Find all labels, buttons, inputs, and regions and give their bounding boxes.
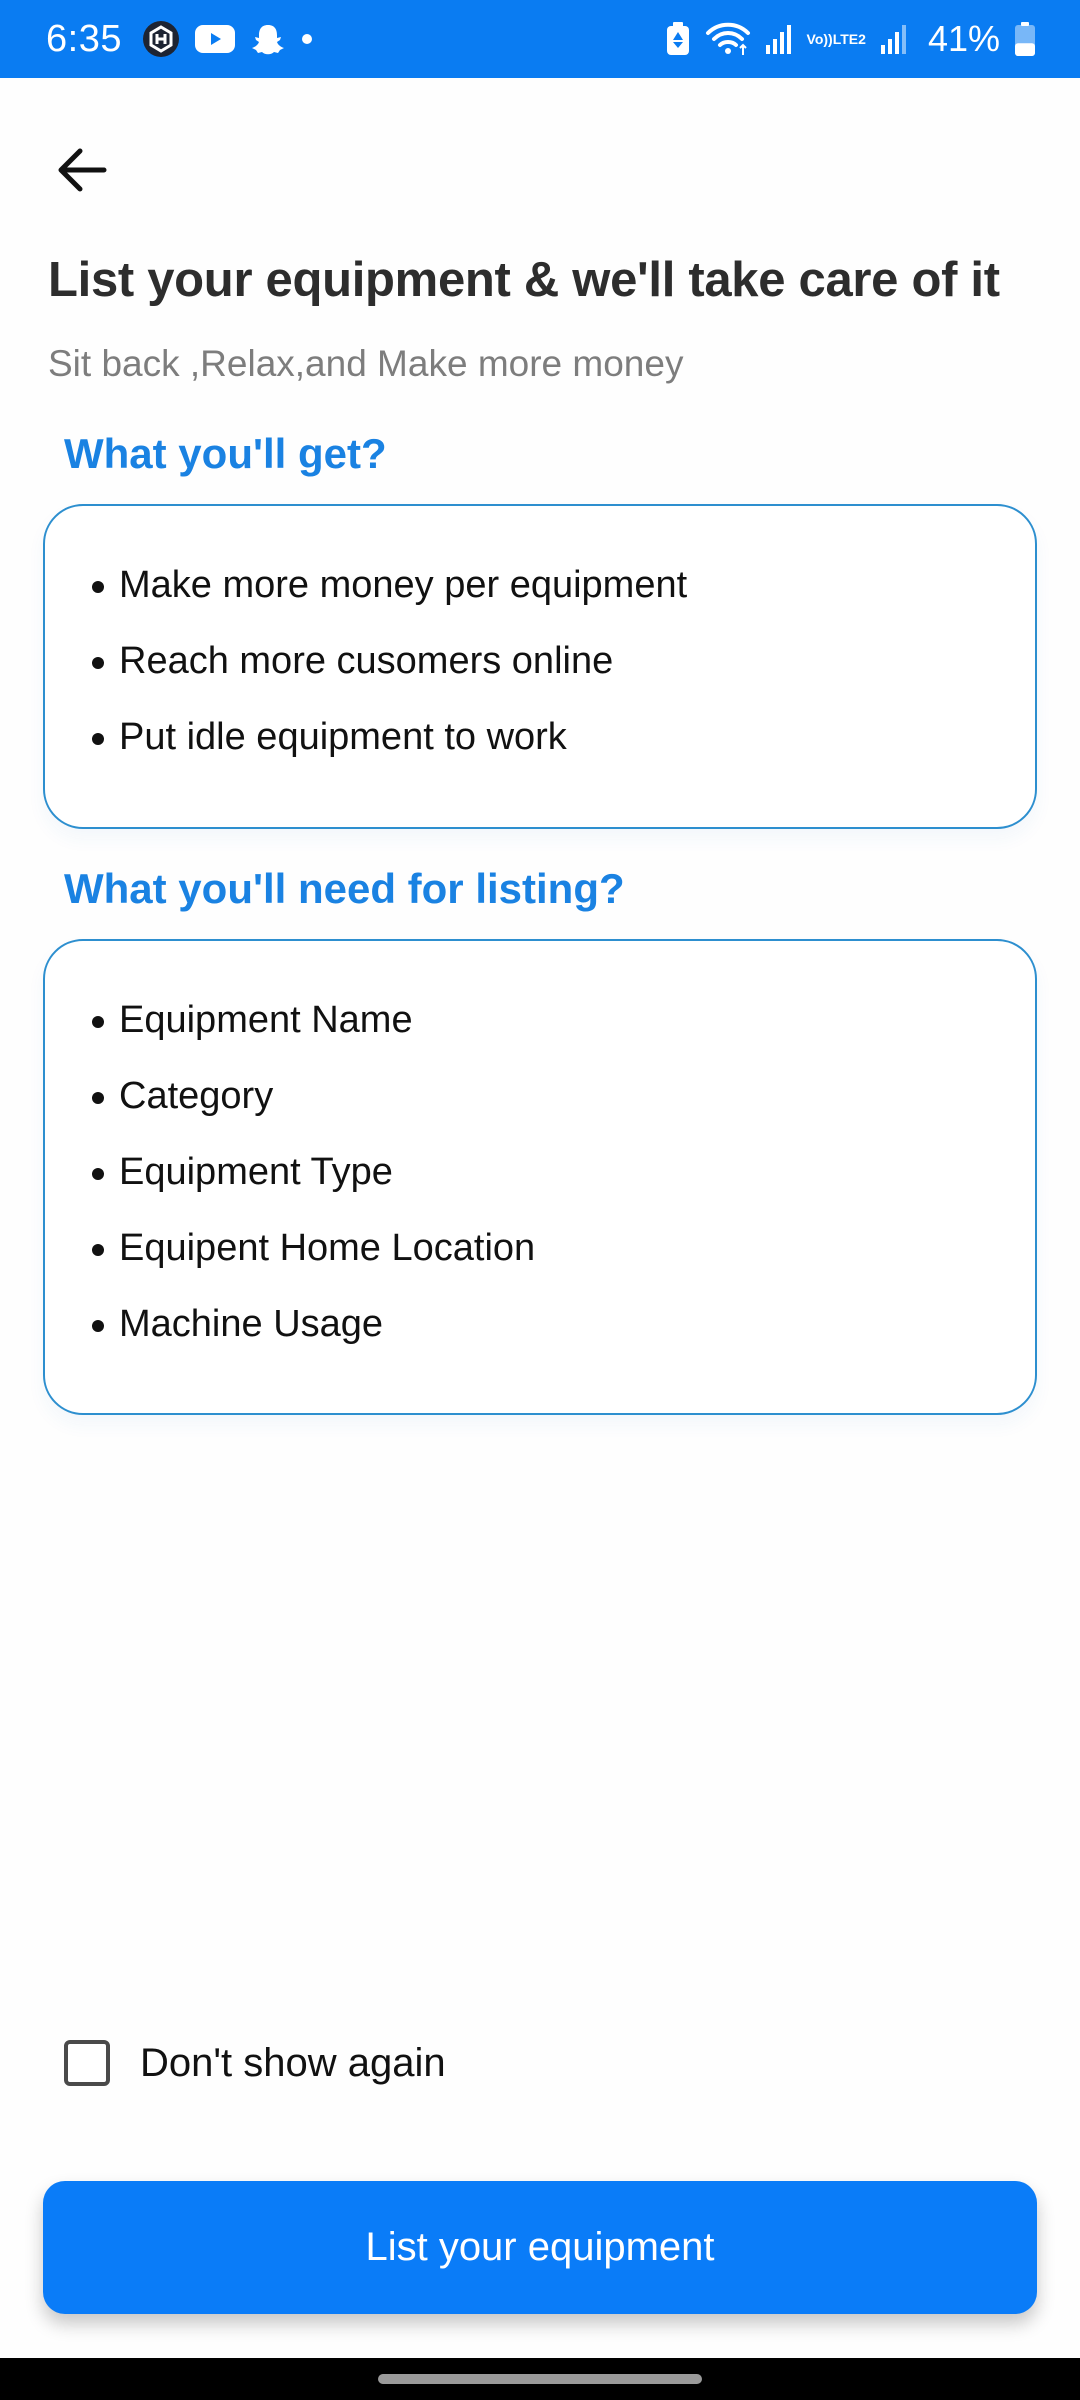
status-time: 6:35 (46, 17, 122, 60)
battery-icon (1014, 21, 1036, 57)
youtube-icon (194, 23, 236, 55)
dont-show-again-label[interactable]: Don't show again (140, 2040, 446, 2085)
signal-icon (765, 23, 793, 55)
benefits-heading: What you'll get? (64, 430, 387, 477)
signal-icon-secondary (880, 23, 908, 55)
requirement-item: Equipent Home Location (119, 1210, 1035, 1286)
volte-label-bottom: LTE2 (832, 31, 866, 47)
benefit-item: Put idle equipment to work (119, 699, 1035, 775)
requirement-item: Machine Usage (119, 1286, 1035, 1362)
requirements-heading: What you'll need for listing? (64, 865, 625, 912)
battery-percent: 41% (927, 18, 1000, 59)
requirements-card (43, 939, 1037, 1415)
arrow-left-icon (52, 140, 112, 200)
status-bar-left (46, 18, 314, 61)
volte-label (807, 32, 866, 46)
volte-label-top: Vo)) (806, 31, 833, 47)
benefits-card (43, 504, 1037, 829)
status-bar-right (665, 18, 1036, 60)
requirement-item: Equipment Type (119, 1134, 1035, 1210)
benefits-list (45, 547, 1035, 775)
requirement-item: Equipment Name (119, 982, 1035, 1058)
back-button[interactable] (44, 132, 120, 208)
hexnode-icon (142, 20, 180, 58)
battery-saver-icon (665, 21, 691, 57)
requirements-list (45, 982, 1035, 1362)
dont-show-again-row[interactable] (64, 2040, 446, 2086)
benefit-item: Reach more cusomers online (119, 623, 1035, 699)
home-indicator[interactable] (378, 2374, 702, 2384)
wifi-icon (705, 21, 751, 57)
notification-dot-icon (300, 32, 314, 46)
snapchat-icon (250, 21, 286, 57)
benefit-item: Make more money per equipment (119, 547, 1035, 623)
page-title: List your equipment & we'll take care of it (48, 253, 1000, 307)
page-subtitle: Sit back ,Relax,and Make more money (48, 343, 684, 384)
requirement-item: Category (119, 1058, 1035, 1134)
dont-show-again-checkbox[interactable] (64, 2040, 110, 2086)
status-bar (0, 0, 1080, 78)
list-equipment-button[interactable]: List your equipment (43, 2181, 1037, 2314)
system-nav-bar (0, 2358, 1080, 2400)
